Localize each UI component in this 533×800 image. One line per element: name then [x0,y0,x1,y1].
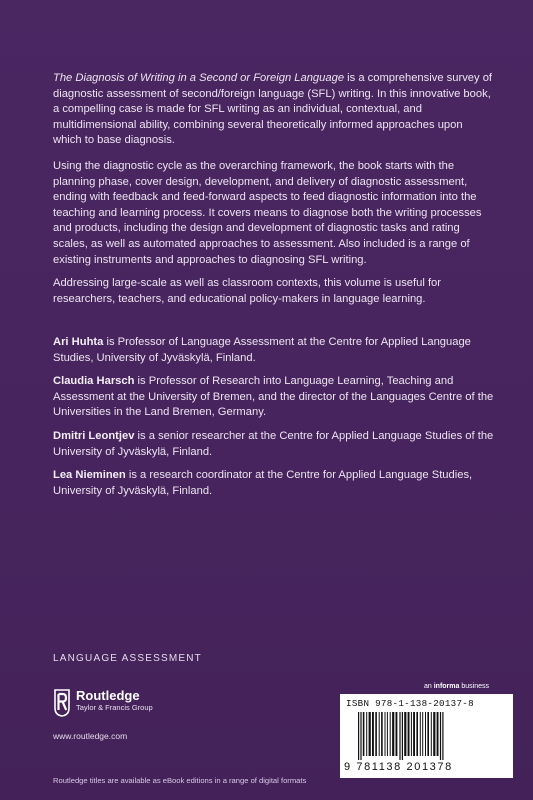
barcode-bar [440,712,441,760]
ean-digits: 9 781138 201378 [344,761,453,773]
author-bio-text: is Professor of Language Assessment at the Centre for Applied Language Studies, University of Jyväskylä, Finland. [53,336,471,364]
barcode-bar [416,712,418,756]
barcode [340,694,513,778]
barcode-bar [366,712,367,756]
author-bio [53,429,498,460]
publisher-logo [53,689,153,717]
author-bios [53,335,498,507]
author-bio-text: is a senior researcher at the Centre for Applied Language Studies of the University of Jyväskylä, Finland. [53,429,494,458]
barcode-bars [358,712,498,760]
description-paragraph-2: Using the diagnostic cycle as the overarching framework, the book starts with the planning phase, cover design, development, and delivery of diagnostic assessment, ending with feedback and feed-forward aspects to feed diagnostic information into the teaching and learning process. It covers means to diagnose both the writing processes and products, including the design and development of diagnostic tasks and rating scales, as well as automated approaches to assessment. Also included is a range of existing instruments and approaches to diagnosing SFL writing. [53,159,482,266]
informa-label [424,683,489,690]
description-paragraph-1 [53,71,493,149]
author-name: Claudia Harsch [53,375,135,388]
barcode-bar [385,712,386,756]
publisher-group: Taylor & Francis Group [76,703,153,712]
barcode-bar [358,712,359,760]
barcode-bar [437,712,439,756]
barcode-bar [369,712,371,756]
barcode-bar [404,712,406,756]
author-name: Lea Nieminen [53,469,126,482]
author-bio-text: is a research coordinator at the Centre for Applied Language Studies, University of Jyväskylä, Finland. [53,469,473,497]
description-paragraph-1-text: is a comprehensive survey of diagnostic assessment of second/foreign language (SFL) writing. In this innovative book, a compelling case is made for SFL writing as an individual, contextual, and multidimensional ability, combining several theoretically informed approaches upon which to base diagnosis. [53,72,493,147]
barcode-bar [387,712,388,756]
author-name: Dmitri Leontjev [53,429,135,442]
barcode-bar [363,712,365,756]
barcode-bar [392,712,394,756]
barcode-bar [379,712,380,756]
ebook-note: Routledge titles are available as eBook editions in a range of digital formats [53,776,307,785]
author-bio-text: is Professor of Research into Language Learning, Teaching and Assessment at the University of Bremen, and the director of the Languages Centre of the Universities in the Land Bremen, Germany. [53,375,494,419]
barcode-bar [390,712,391,756]
barcode-bar [375,712,377,756]
barcode-bar [381,712,383,756]
book-description [53,71,493,315]
barcode-bar [402,712,403,760]
barcode-bar [420,712,421,756]
barcode-bar [425,712,426,756]
book-title: The Diagnosis of Writing in a Second or Foreign Language [53,72,345,84]
barcode-bar [396,712,398,756]
routledge-logo-icon [53,689,71,717]
author-bio [53,335,498,366]
barcode-bar [372,712,374,756]
author-name: Ari Huhta [53,336,104,348]
author-bio [53,468,498,499]
isbn-text: ISBN 978-1-138-20137-8 [346,698,474,709]
description-paragraph-3: Addressing large-scale as well as classroom contexts, this volume is useful for researchers, teachers, and educational policy-makers in language learning. [53,277,441,305]
series-label: LANGUAGE ASSESSMENT [53,653,202,664]
barcode-bar [413,712,415,756]
barcode-bar [411,712,412,756]
barcode-bar [442,712,443,760]
informa-suffix: business [459,683,489,690]
barcode-bar [422,712,423,756]
barcode-bar [431,712,432,756]
barcode-bar [408,712,410,756]
barcode-bar [427,712,429,756]
informa-prefix: an [424,683,434,690]
barcode-bar [360,712,361,760]
author-bio [53,374,498,421]
barcode-bar [399,712,400,760]
informa-brand: informa [433,683,460,690]
publisher-website: www.routledge.com [53,731,128,741]
barcode-bar [433,712,435,756]
publisher-name: Routledge [76,688,140,703]
